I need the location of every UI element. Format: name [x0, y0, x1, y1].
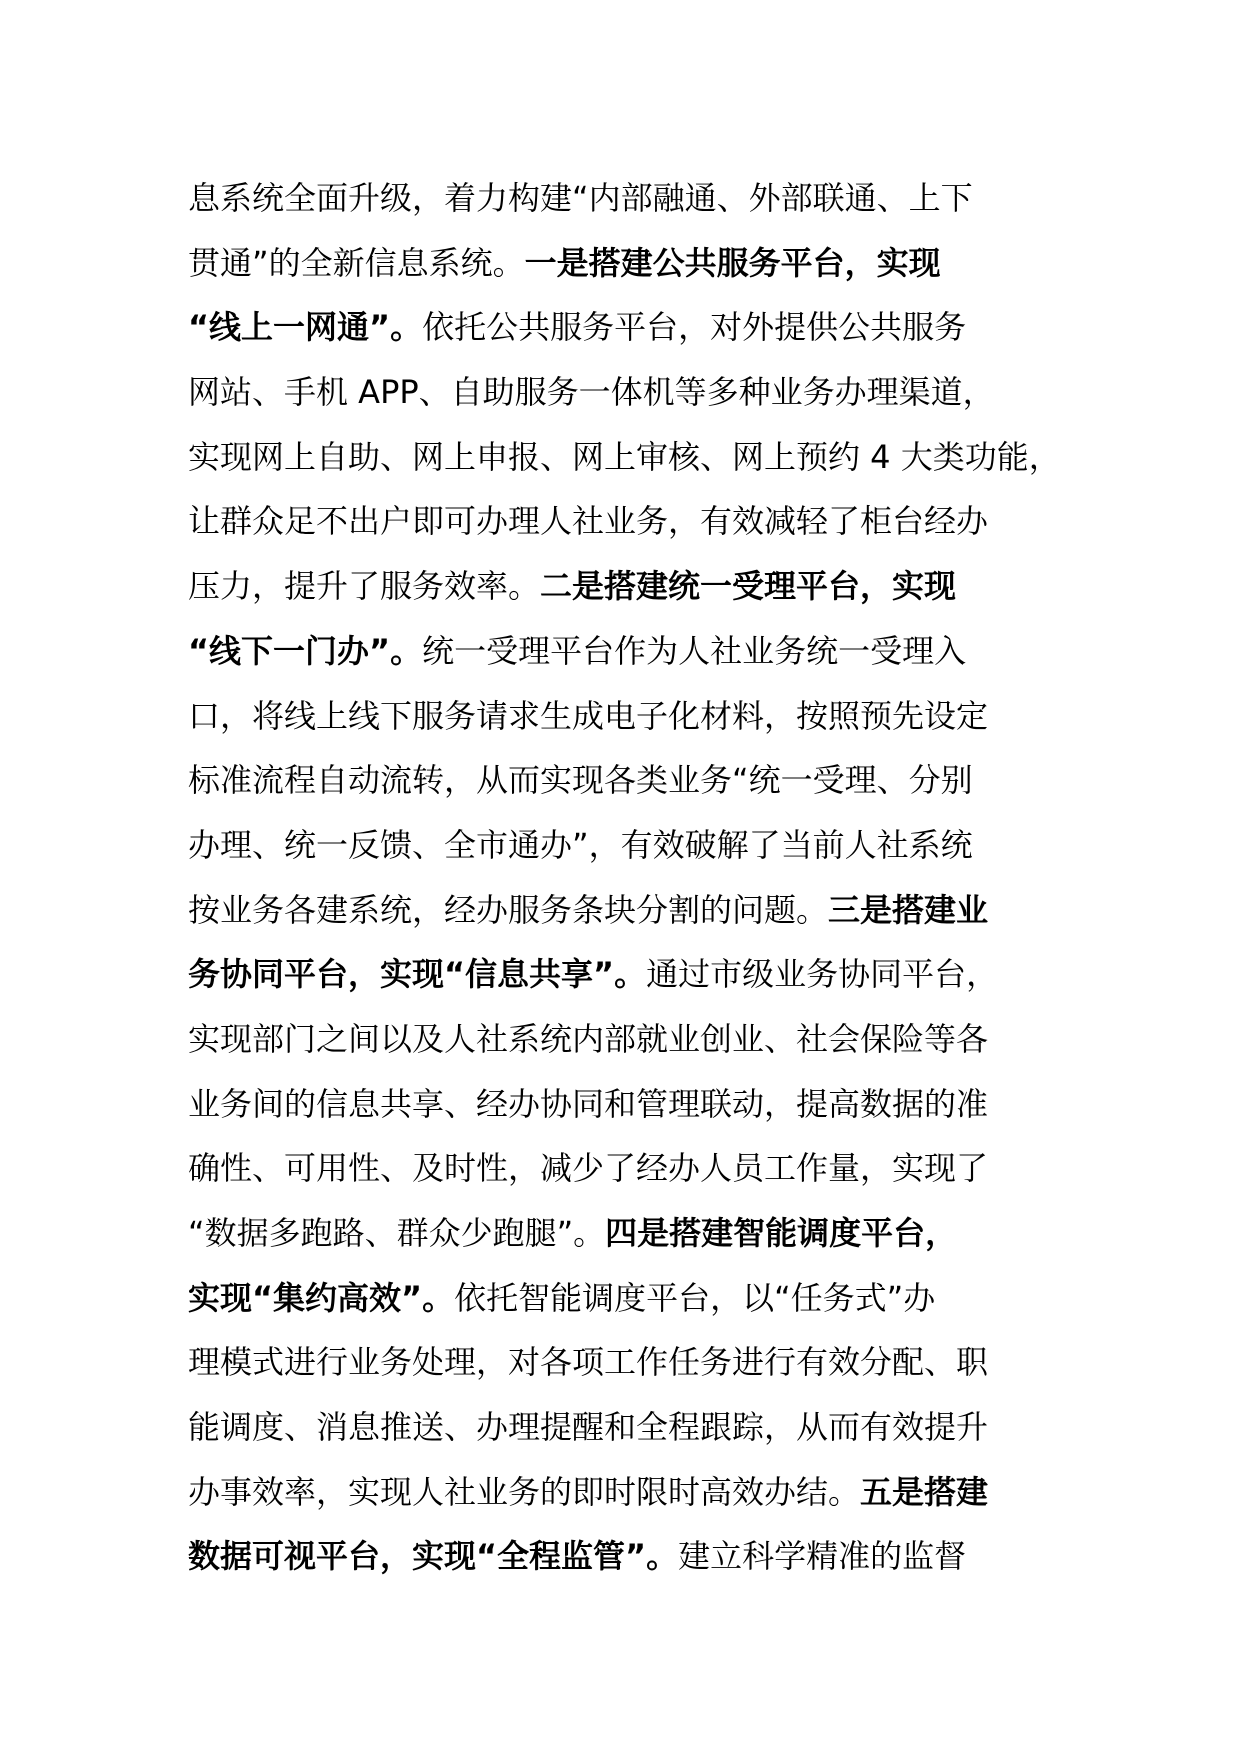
- text-run: 业务间的信息共享、经办协同和管理联动，提高数据的准: [188, 1084, 989, 1123]
- text-line: [188, 1007, 1068, 1072]
- text-line: [188, 619, 1068, 684]
- text-run: 按业务各建系统，经办服务条块分割的问题。: [188, 890, 829, 929]
- bold-text-run: 数据可视平台，实现“全程监管”。: [188, 1537, 679, 1576]
- text-line: [188, 748, 1068, 813]
- text-line: [188, 166, 1068, 231]
- text-line: [188, 1201, 1068, 1266]
- text-line: [188, 554, 1068, 619]
- text-line: [188, 942, 1068, 1007]
- text-run: “数据多跑路、群众少跑腿”。: [188, 1214, 606, 1252]
- bold-text-run: 四是搭建智能调度平台，: [605, 1214, 958, 1252]
- text-line: [188, 1460, 1068, 1525]
- text-line: [188, 1266, 1068, 1331]
- text-line: [188, 489, 1068, 554]
- text-line: [188, 684, 1068, 749]
- bold-text-run: 三是搭建业: [828, 890, 989, 929]
- text-line: [188, 1136, 1068, 1201]
- text-run: 办理、统一反馈、全市通办”，有效破解了当前人社系统: [188, 825, 973, 864]
- text-run: 依托公共服务平台，对外提供公共服务: [422, 308, 967, 347]
- text-run: 标准流程自动流转，从而实现各类业务“统一受理、分别: [188, 761, 973, 800]
- bold-text-run: 二是搭建统一受理平台，实现: [540, 567, 957, 606]
- bold-text-run: 一是搭建公共服务平台，实现: [524, 243, 941, 282]
- text-run: 通过市级业务协同平台，: [646, 955, 999, 994]
- bold-text-run: “线下一门办”。: [188, 631, 423, 670]
- text-run: 压力，提升了服务效率。: [188, 567, 541, 606]
- bold-text-run: 五是搭建: [860, 1472, 989, 1511]
- text-line: [188, 1395, 1068, 1460]
- text-line: [188, 295, 1068, 360]
- text-line: [188, 1524, 1068, 1589]
- text-run: 确性、可用性、及时性，减少了经办人员工作量，实现了: [188, 1149, 989, 1188]
- text-run: 实现部门之间以及人社系统内部就业创业、社会保险等各: [188, 1019, 989, 1058]
- text-run: 网站、手机 APP、自助服务一体机等多种业务办理渠道，: [188, 373, 995, 412]
- text-run: 贯通”的全新信息系统。: [188, 243, 525, 282]
- text-line: [188, 425, 1068, 490]
- bold-text-run: “线上一网通”。: [188, 308, 423, 347]
- text-line: [188, 231, 1068, 296]
- text-run: 能调度、消息推送、办理提醒和全程跟踪，从而有效提升: [188, 1408, 989, 1447]
- bold-text-run: 实现“集约高效”。: [188, 1278, 455, 1317]
- text-run: 息系统全面升级，着力构建“内部融通、外部联通、上下: [188, 179, 973, 217]
- text-run: 依托智能调度平台，以“任务式”办: [454, 1278, 936, 1317]
- bold-text-run: 务协同平台，实现“信息共享”。: [188, 955, 647, 994]
- text-line: [188, 1072, 1068, 1137]
- text-run: 统一受理平台作为人社业务统一受理入: [422, 631, 967, 670]
- body-paragraph: [188, 166, 1068, 1589]
- text-run: 建立科学精准的监督: [678, 1537, 967, 1576]
- text-run: 实现网上自助、网上申报、网上审核、网上预约 4 大类功能，: [188, 437, 1061, 476]
- text-run: 口，将线上线下服务请求生成电子化材料，按照预先设定: [188, 696, 989, 735]
- text-line: [188, 878, 1068, 943]
- text-run: 办事效率，实现人社业务的即时限时高效办结。: [188, 1472, 861, 1511]
- text-run: 理模式进行业务处理，对各项工作任务进行有效分配、职: [188, 1343, 989, 1382]
- text-line: [188, 813, 1068, 878]
- text-line: [188, 1330, 1068, 1395]
- text-run: 让群众足不出户即可办理人社业务，有效减轻了柜台经办: [188, 502, 989, 541]
- text-line: [188, 360, 1068, 425]
